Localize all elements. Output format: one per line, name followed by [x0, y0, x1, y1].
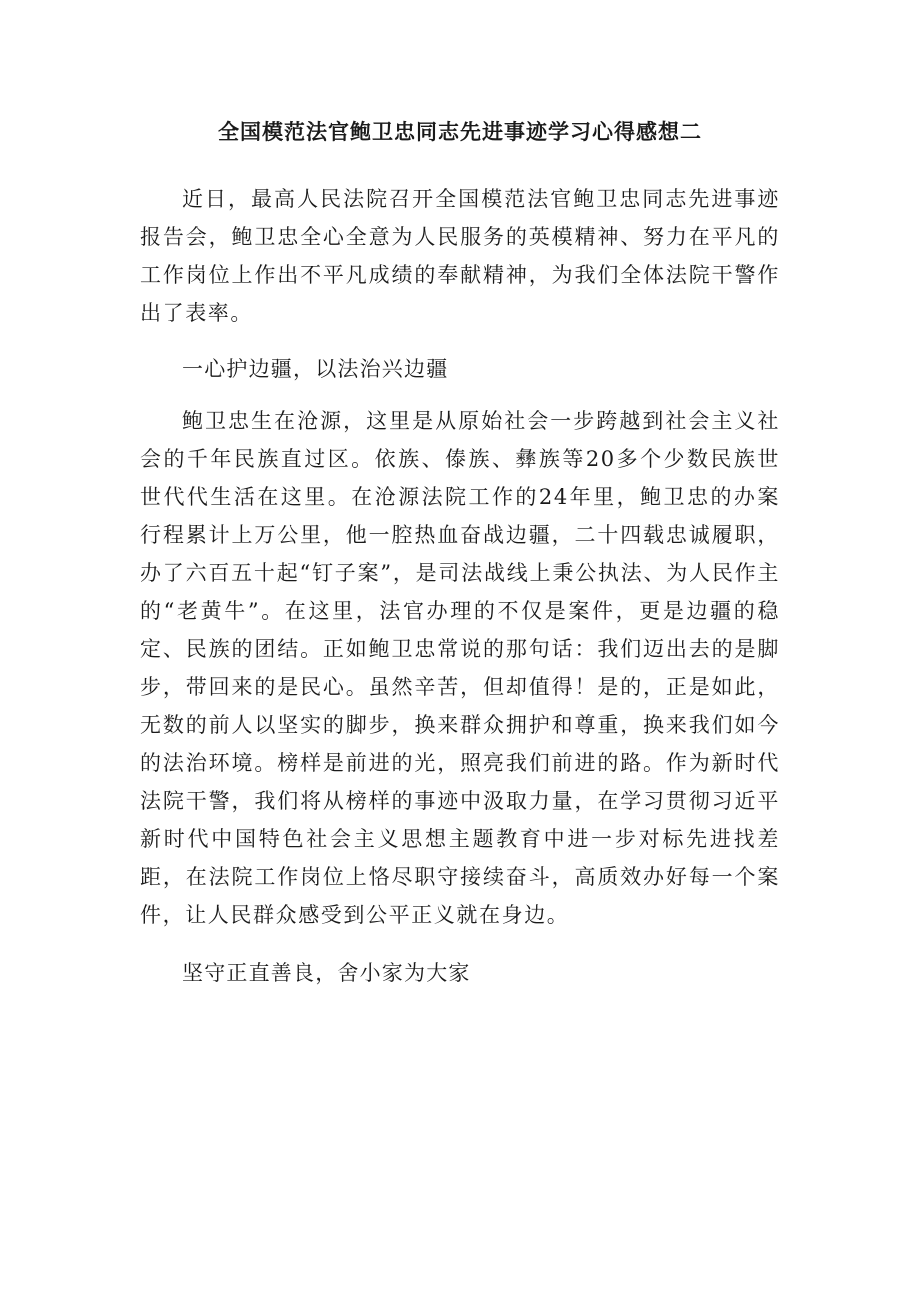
document-body — [140, 180, 780, 992]
paragraph-section-1: 鲍卫忠生在沧源，这里是从原始社会一步跨越到社会主义社会的千年民族直过区。依族、傣族、彝族等20多个少数民族世世代代生活在这里。在沧源法院工作的24年里，鲍卫忠的办案行程累计上万公里，他一腔热血奋战边疆，二十四载忠诚履职，办了六百五十起“钉子案”，是司法战线上秉公执法、为人民作主的“老黄牛”。在这里，法官办理的不仅是案件，更是边疆的稳定、民族的团结。正如鲍卫忠常说的那句话：我们迈出去的是脚步，带回来的是民心。虽然辛苦，但却值得！是的，正是如此，无数的前人以坚实的脚步，换来群众拥护和尊重，换来我们如今的法治环境。榜样是前进的光，照亮我们前进的路。作为新时代法院干警，我们将从榜样的事迹中汲取力量，在学习贯彻习近平新时代中国特色社会主义思想主题教育中进一步对标先进找差距，在法院工作岗位上恪尽职守接续奋斗，高质效办好每一个案件，让人民群众感受到公平正义就在身边。 — [140, 409, 780, 927]
section-heading-2: 坚守正直善良，舍小家为大家 — [182, 961, 471, 985]
document-title: 全国模范法官鲍卫忠同志先进事迹学习心得感想二 — [218, 119, 702, 144]
section-heading-1: 一心护边疆，以法治兴边疆 — [182, 357, 449, 381]
paragraph-intro: 近日，最高人民法院召开全国模范法官鲍卫忠同志先进事迹报告会，鲍卫忠全心全意为人民服务的英模精神、努力在平凡的工作岗位上作出不平凡成绩的奉献精神，为我们全体法院干警作出了表率。 — [140, 187, 780, 325]
